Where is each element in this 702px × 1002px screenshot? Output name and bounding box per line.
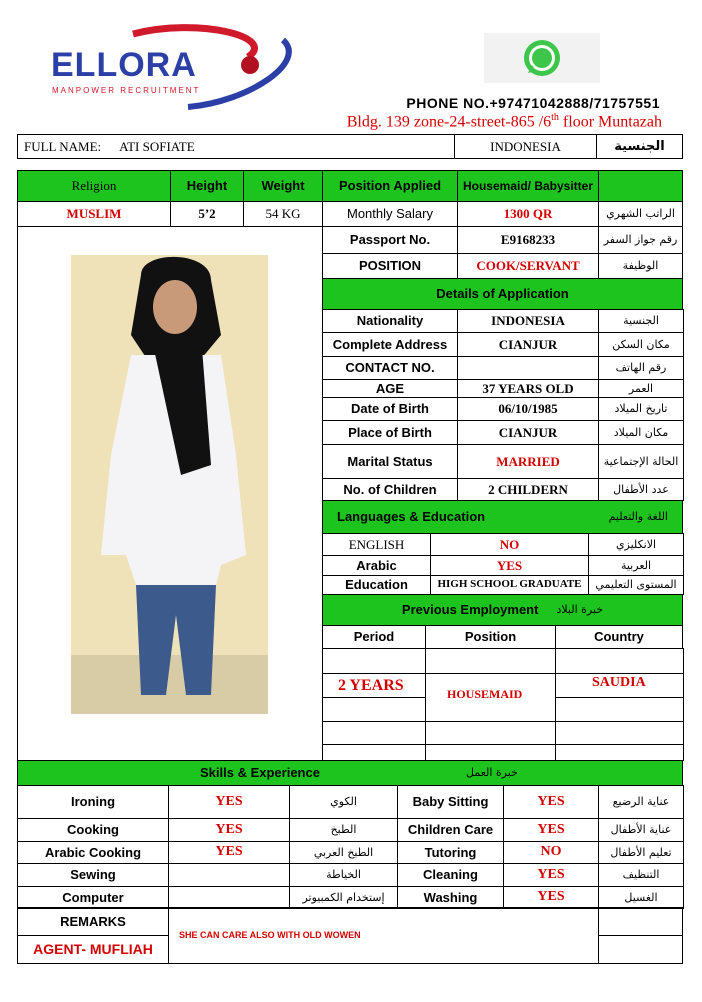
employment-position: HOUSEMAID xyxy=(447,687,523,701)
address-post: floor Muntazah xyxy=(558,113,662,131)
language-label: ENGLISH xyxy=(322,533,431,556)
skill-label: Cooking xyxy=(17,818,169,842)
languages-title: Languages & Education xyxy=(337,509,486,525)
details-section-title: Details of Application xyxy=(322,278,683,310)
salary-value: 1300 QR xyxy=(457,201,599,227)
weight-value: 54 KG xyxy=(243,201,323,227)
detail-label: Date of Birth xyxy=(322,397,458,421)
detail-label: CONTACT NO. xyxy=(322,356,458,380)
skill-label: Washing xyxy=(397,886,504,909)
position-ar: الوظيفة xyxy=(598,253,683,279)
skills-title-ar: خبرة العمل xyxy=(466,766,518,780)
detail-ar: العمر xyxy=(598,379,684,398)
employment-cell xyxy=(555,648,684,674)
employment-title: Previous Employment xyxy=(401,602,539,618)
skill-label: Arabic Cooking xyxy=(17,841,169,864)
detail-value: MARRIED xyxy=(457,444,599,479)
skill-value: YES xyxy=(503,863,599,887)
language-ar: العربية xyxy=(588,555,684,576)
nationality-value: INDONESIA xyxy=(454,134,597,159)
skill-label: Ironing xyxy=(17,785,169,819)
employment-title-ar: خبرة البلاد xyxy=(556,603,604,617)
address-pre: Bldg. 139 zone-24-street-865 /6 xyxy=(346,113,552,131)
language-value: NO xyxy=(430,533,589,556)
language-ar: المستوى التعليمي xyxy=(588,575,684,595)
agent-name: AGENT- MUFLIAH xyxy=(17,935,169,964)
nationality-ar: الجنسية xyxy=(596,134,683,159)
skill-value: YES xyxy=(168,818,290,842)
employment-cell xyxy=(555,721,684,745)
position-applied-value: Housemaid/ Babysitter xyxy=(457,170,599,202)
employment-cell xyxy=(555,744,684,761)
skill-value: YES xyxy=(503,886,599,909)
language-value: YES xyxy=(430,555,589,576)
detail-ar: مكان السكن xyxy=(598,332,684,357)
skill-label: Computer xyxy=(17,886,169,909)
detail-ar: عدد الأطفال xyxy=(598,478,684,501)
skill-value: YES xyxy=(503,818,599,842)
passport-label: Passport No. xyxy=(322,226,458,254)
religion-value: MUSLIM xyxy=(17,201,171,227)
skill-label: Baby Sitting xyxy=(397,785,504,819)
employment-header-country: Country xyxy=(555,625,683,649)
passport-value: E9168233 xyxy=(457,226,599,254)
religion-header: Religion xyxy=(17,170,171,202)
detail-ar: تاريخ الميلاد xyxy=(598,397,684,421)
employment-section xyxy=(322,594,683,626)
employment-cell xyxy=(322,721,426,745)
position-label: POSITION xyxy=(322,253,458,279)
detail-label: Complete Address xyxy=(322,332,458,357)
detail-ar: مكان الميلاد xyxy=(598,420,684,445)
logo-text: ELLORA xyxy=(51,46,197,84)
employment-cell xyxy=(555,697,684,722)
logo-subtitle: MANPOWER RECRUITMENT xyxy=(52,86,201,95)
skill-ar: الطبخ xyxy=(289,818,398,842)
detail-value: 06/10/1985 xyxy=(457,397,599,421)
passport-ar: رقم جواز السفر xyxy=(598,226,683,254)
skill-label: Cleaning xyxy=(397,863,504,887)
employment-cell xyxy=(425,744,556,761)
employment-cell xyxy=(425,648,556,674)
employment-cell xyxy=(322,648,426,674)
full-name-cell xyxy=(17,134,455,159)
employment-cell xyxy=(322,697,426,722)
remarks-text: SHE CAN CARE ALSO WITH OLD WOWEN xyxy=(168,907,599,964)
weight-header: Weight xyxy=(243,170,323,202)
skills-section xyxy=(17,760,683,786)
header-blank xyxy=(598,170,683,202)
full-name-label: FULL NAME: xyxy=(24,138,102,154)
skill-value: YES xyxy=(503,785,599,819)
detail-ar: الجنسية xyxy=(598,309,684,333)
skill-ar: الكوي xyxy=(289,785,398,819)
remarks-label: REMARKS xyxy=(17,907,169,936)
detail-ar: الحالة الإجتماعية xyxy=(598,444,684,479)
employment-header-period: Period xyxy=(322,625,426,649)
language-ar: الانكليزي xyxy=(588,533,684,556)
skill-value: NO xyxy=(503,841,599,864)
height-header: Height xyxy=(170,170,244,202)
skill-value: YES xyxy=(168,785,290,819)
remarks-blank-2 xyxy=(598,935,683,964)
language-label: Education xyxy=(322,575,431,595)
position-value: COOK/SERVANT xyxy=(457,253,599,279)
detail-value: 2 CHILDERN xyxy=(457,478,599,501)
language-label: Arabic xyxy=(322,555,431,576)
skill-value xyxy=(168,886,290,909)
phone-number: PHONE NO.+97471042888/71757551 xyxy=(406,95,660,111)
skill-ar: عناية الرضيع xyxy=(598,785,684,819)
whatsapp-icon xyxy=(484,33,600,83)
skill-ar: الخياطة xyxy=(289,863,398,887)
detail-label: Marital Status xyxy=(322,444,458,479)
employment-cell xyxy=(425,721,556,745)
detail-ar: رقم الهاتف xyxy=(598,356,684,380)
language-value: HIGH SCHOOL GRADUATE xyxy=(430,575,589,595)
skills-title: Skills & Experience xyxy=(200,765,320,781)
company-logo xyxy=(48,22,303,110)
skill-value: YES xyxy=(168,841,290,864)
skill-label: Children Care xyxy=(397,818,504,842)
skill-ar: الطبخ العربي xyxy=(289,841,398,864)
detail-value: 37 YEARS OLD xyxy=(457,379,599,398)
detail-label: Place of Birth xyxy=(322,420,458,445)
employment-period: 2 YEARS xyxy=(338,677,404,694)
salary-ar: الراتب الشهري xyxy=(598,201,683,227)
remarks-blank-1 xyxy=(598,907,683,936)
full-name-value: ATI SOFIATE xyxy=(119,138,195,154)
candidate-photo xyxy=(71,255,268,714)
detail-value: INDONESIA xyxy=(457,309,599,333)
skill-label: Tutoring xyxy=(397,841,504,864)
skill-value xyxy=(168,863,290,887)
detail-label: AGE xyxy=(322,379,458,398)
detail-value: CIANJUR xyxy=(457,420,599,445)
skill-ar: التنظيف xyxy=(598,863,684,887)
skill-ar: تعليم الأطفال xyxy=(598,841,684,864)
languages-section xyxy=(322,500,683,534)
office-address xyxy=(347,112,662,131)
skill-label: Sewing xyxy=(17,863,169,887)
detail-label: Nationality xyxy=(322,309,458,333)
employment-header-position: Position xyxy=(425,625,556,649)
employment-cell xyxy=(322,744,426,761)
employment-country: SAUDIA xyxy=(592,675,646,690)
detail-label: No. of Children xyxy=(322,478,458,501)
skill-ar: الغسيل xyxy=(598,886,684,909)
skill-ar: إستخدام الكمبيوتر xyxy=(289,886,398,909)
height-value: 5’2 xyxy=(170,201,244,227)
detail-value xyxy=(457,356,599,380)
position-applied-header: Position Applied xyxy=(322,170,458,202)
salary-label: Monthly Salary xyxy=(322,201,458,227)
skill-ar: عناية الأطفال xyxy=(598,818,684,842)
languages-title-ar: اللغة والتعليم xyxy=(608,510,668,524)
detail-value: CIANJUR xyxy=(457,332,599,357)
address-sup: th xyxy=(551,112,559,123)
